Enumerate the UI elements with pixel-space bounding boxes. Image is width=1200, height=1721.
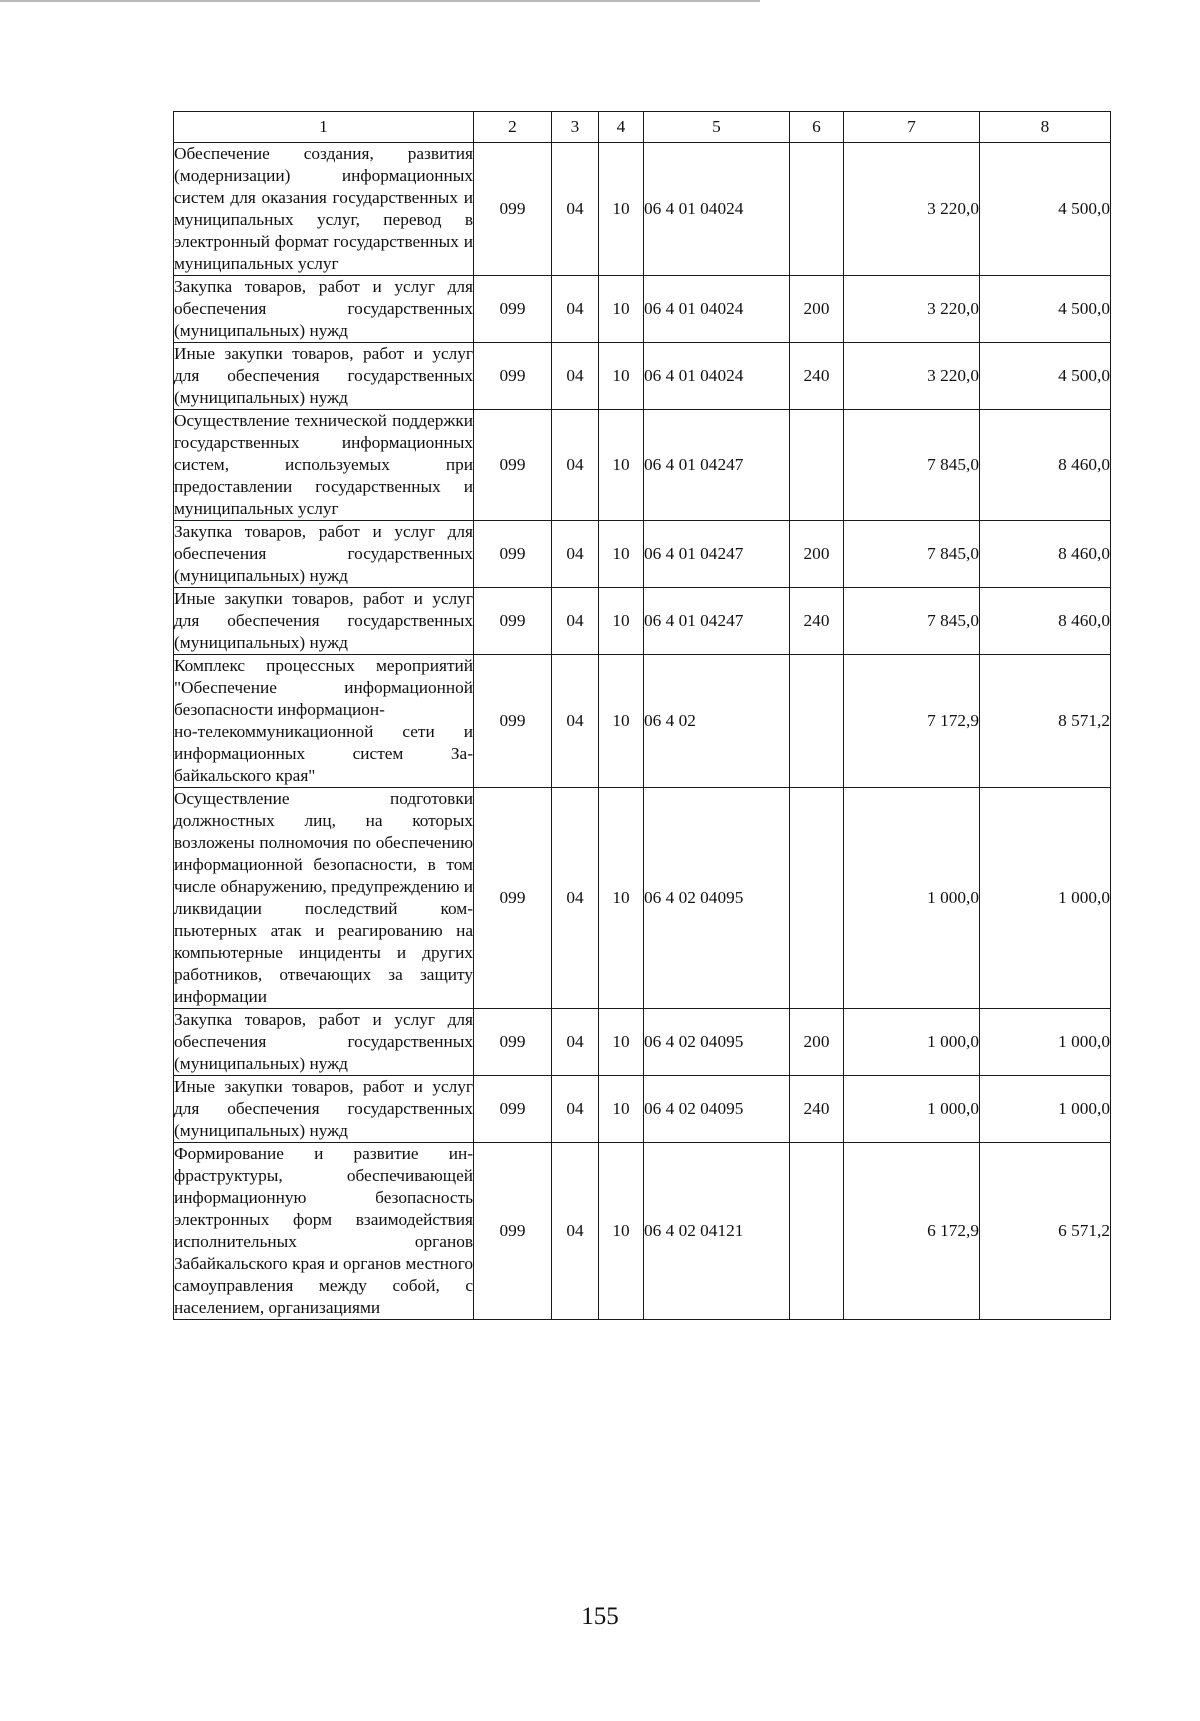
section-code: 04 <box>552 276 599 343</box>
table-row <box>174 1009 1111 1076</box>
expense-type-code <box>790 1143 844 1320</box>
expense-type-code: 200 <box>790 1009 844 1076</box>
subsection-code: 10 <box>599 343 644 410</box>
ministry-code: 099 <box>474 410 552 521</box>
expense-name: Иные закупки товаров, работ и услуг для обеспечения государственных (муниципальных) нужд <box>174 588 474 655</box>
ministry-code: 099 <box>474 1009 552 1076</box>
table-row <box>174 143 1111 276</box>
column-header: 4 <box>599 112 644 143</box>
column-header: 6 <box>790 112 844 143</box>
target-article-code: 06 4 02 04095 <box>644 1076 790 1143</box>
section-code: 04 <box>552 1009 599 1076</box>
amount-year-2: 8 460,0 <box>980 521 1111 588</box>
expense-type-code: 240 <box>790 343 844 410</box>
scan-edge-line <box>0 0 760 2</box>
amount-year-1: 3 220,0 <box>844 343 980 410</box>
target-article-code: 06 4 01 04247 <box>644 521 790 588</box>
expense-type-code: 240 <box>790 588 844 655</box>
amount-year-2: 8 571,2 <box>980 655 1111 788</box>
table-header-row <box>174 112 1111 143</box>
subsection-code: 10 <box>599 588 644 655</box>
amount-year-2: 4 500,0 <box>980 143 1111 276</box>
expense-type-code <box>790 410 844 521</box>
target-article-code: 06 4 01 04247 <box>644 588 790 655</box>
expense-name: Обеспечение создания, развития (модернизации) информационных систем для оказания государственных и муниципальных услуг, перевод в электронный формат государственных и муниципальных услуг <box>174 143 474 276</box>
column-header: 1 <box>174 112 474 143</box>
table-row <box>174 343 1111 410</box>
subsection-code: 10 <box>599 788 644 1009</box>
ministry-code: 099 <box>474 588 552 655</box>
expense-name: Закупка товаров, работ и услуг для обеспечения государственных (муниципальных) нужд <box>174 521 474 588</box>
column-header: 2 <box>474 112 552 143</box>
ministry-code: 099 <box>474 276 552 343</box>
ministry-code: 099 <box>474 1143 552 1320</box>
budget-table <box>173 111 1111 1320</box>
subsection-code: 10 <box>599 1143 644 1320</box>
table-row <box>174 410 1111 521</box>
amount-year-1: 6 172,9 <box>844 1143 980 1320</box>
amount-year-1: 1 000,0 <box>844 788 980 1009</box>
target-article-code: 06 4 02 04095 <box>644 1009 790 1076</box>
ministry-code: 099 <box>474 1076 552 1143</box>
expense-name: Осуществление технической поддержки государственных информационных систем, используемых при предоставлении государственных и муниципальных услуг <box>174 410 474 521</box>
ministry-code: 099 <box>474 788 552 1009</box>
table-row <box>174 788 1111 1009</box>
amount-year-1: 1 000,0 <box>844 1076 980 1143</box>
amount-year-2: 8 460,0 <box>980 588 1111 655</box>
amount-year-1: 7 845,0 <box>844 588 980 655</box>
target-article-code: 06 4 01 04024 <box>644 343 790 410</box>
ministry-code: 099 <box>474 521 552 588</box>
subsection-code: 10 <box>599 521 644 588</box>
subsection-code: 10 <box>599 1009 644 1076</box>
amount-year-2: 6 571,2 <box>980 1143 1111 1320</box>
table-body <box>174 143 1111 1320</box>
table-row <box>174 1143 1111 1320</box>
section-code: 04 <box>552 655 599 788</box>
amount-year-2: 4 500,0 <box>980 343 1111 410</box>
amount-year-1: 7 845,0 <box>844 410 980 521</box>
amount-year-1: 1 000,0 <box>844 1009 980 1076</box>
target-article-code: 06 4 01 04247 <box>644 410 790 521</box>
amount-year-2: 8 460,0 <box>980 410 1111 521</box>
expense-type-code: 240 <box>790 1076 844 1143</box>
amount-year-2: 1 000,0 <box>980 1076 1111 1143</box>
target-article-code: 06 4 01 04024 <box>644 143 790 276</box>
target-article-code: 06 4 02 <box>644 655 790 788</box>
expense-type-code: 200 <box>790 521 844 588</box>
amount-year-2: 1 000,0 <box>980 788 1111 1009</box>
amount-year-1: 3 220,0 <box>844 143 980 276</box>
amount-year-1: 7 845,0 <box>844 521 980 588</box>
table-row <box>174 588 1111 655</box>
target-article-code: 06 4 02 04095 <box>644 788 790 1009</box>
expense-name: Закупка товаров, работ и услуг для обеспечения государственных (муниципальных) нужд <box>174 1009 474 1076</box>
subsection-code: 10 <box>599 276 644 343</box>
page-number: 155 <box>581 1603 619 1630</box>
subsection-code: 10 <box>599 1076 644 1143</box>
section-code: 04 <box>552 588 599 655</box>
amount-year-1: 3 220,0 <box>844 276 980 343</box>
expense-type-code: 200 <box>790 276 844 343</box>
section-code: 04 <box>552 343 599 410</box>
column-header: 5 <box>644 112 790 143</box>
expense-name: Закупка товаров, работ и услуг для обеспечения государственных (муниципальных) нужд <box>174 276 474 343</box>
section-code: 04 <box>552 788 599 1009</box>
target-article-code: 06 4 02 04121 <box>644 1143 790 1320</box>
amount-year-1: 7 172,9 <box>844 655 980 788</box>
expense-type-code <box>790 655 844 788</box>
section-code: 04 <box>552 143 599 276</box>
section-code: 04 <box>552 521 599 588</box>
subsection-code: 10 <box>599 410 644 521</box>
table-row <box>174 1076 1111 1143</box>
table-row <box>174 276 1111 343</box>
expense-name: Формирование и развитие инфраструктуры, обеспечивающей информационную безопасность электронных форм взаимодействия исполнительных органов Забайкальского края и органов местного самоуправления между собой, с населением, организациями <box>174 1143 474 1320</box>
column-header: 7 <box>844 112 980 143</box>
table-row <box>174 655 1111 788</box>
expense-name: Осуществление подготовки должностных лиц, на которых возложены полномочия по обеспечению информационной безопасности, в том числе обнаружению, предупреждению и ликвидации последствий компьютерных атак и реагированию на компьютерные инциденты и других работников, отвечающих за защиту информации <box>174 788 474 1009</box>
table-row <box>174 521 1111 588</box>
expense-name: Иные закупки товаров, работ и услуг для обеспечения государственных (муниципальных) нужд <box>174 1076 474 1143</box>
subsection-code: 10 <box>599 655 644 788</box>
expense-type-code <box>790 788 844 1009</box>
subsection-code: 10 <box>599 143 644 276</box>
ministry-code: 099 <box>474 655 552 788</box>
ministry-code: 099 <box>474 143 552 276</box>
target-article-code: 06 4 01 04024 <box>644 276 790 343</box>
column-header: 8 <box>980 112 1111 143</box>
ministry-code: 099 <box>474 343 552 410</box>
section-code: 04 <box>552 1076 599 1143</box>
amount-year-2: 1 000,0 <box>980 1009 1111 1076</box>
document-page <box>173 111 1110 1320</box>
column-header: 3 <box>552 112 599 143</box>
amount-year-2: 4 500,0 <box>980 276 1111 343</box>
section-code: 04 <box>552 1143 599 1320</box>
expense-type-code <box>790 143 844 276</box>
section-code: 04 <box>552 410 599 521</box>
expense-name: Иные закупки товаров, работ и услуг для обеспечения государственных (муниципальных) нужд <box>174 343 474 410</box>
expense-name: Комплекс процессных мероприятий "Обеспечение информационной безопасности информацион- но-телекоммуникационной сети и информационных систем Забайкальского края" <box>174 655 474 788</box>
